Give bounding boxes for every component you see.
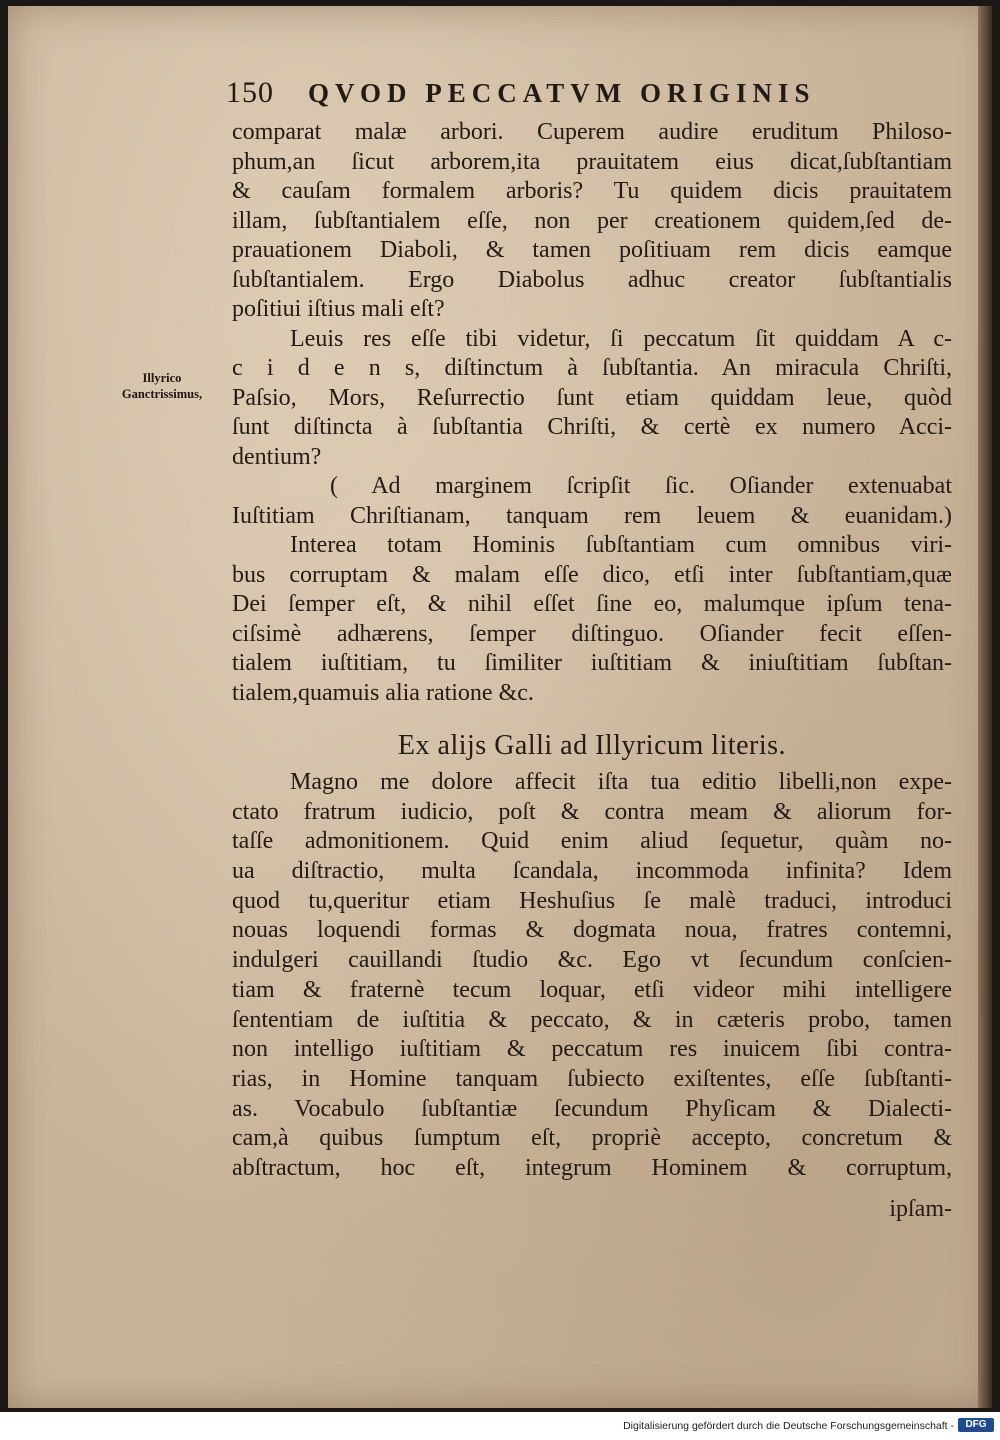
text-line: illam, ſubſtantialem eſſe, non per creationem quidem,ſed de- [232, 207, 952, 234]
text-section-1 [232, 118, 952, 708]
page-edge-shadow [978, 6, 992, 1408]
text-line: ( Ad marginem ſcripſit ſic. Oſiander extenuabat [330, 473, 952, 499]
catchword: ipſam- [889, 1196, 952, 1222]
page-number: 150 [226, 76, 274, 109]
text-line: quod tu,queritur etiam Heshuſius ſe malè traduci, introduci [232, 887, 952, 914]
text-line: Interea totam Hominis ſubſtantiam cum omnibus viri- [290, 532, 952, 558]
text-line: poſitiui iſtius mali eſt? [232, 296, 445, 322]
text-line: ſunt diſtincta à ſubſtantia Chriſti, & certè ex numero Acci- [232, 414, 952, 440]
text-line: prauationem Diaboli, & tamen poſitiuam rem dicis eamque [232, 237, 952, 263]
text-line: Iuſtitiam Chriſtianam, tanquam rem leuem & euanidam.) [232, 502, 952, 529]
text-line: bus corruptam & malam eſſe dico, etſi inter ſubſtantiam,quæ [232, 561, 952, 588]
text-line: & cauſam formalem arboris? Tu quidem dicis prauitatem [232, 178, 952, 204]
text-line: ſententiam de iuſtitia & peccato, & in cæteris probo, tamen [232, 1006, 952, 1033]
text-line: tialem,quamuis alia ratione &c. [232, 679, 534, 706]
text-line: abſtractum, hoc eſt, integrum Hominem & corruptum, [232, 1154, 952, 1181]
funding-notice: Digitalisierung gefördert durch die Deutsche Forschungsgemeinschaft - [623, 1420, 954, 1432]
text-line: indulgeri cauillandi ſtudio &c. Ego vt ſecundum conſcien- [232, 947, 952, 974]
text-line: dentium? [232, 443, 322, 470]
text-line: as. Vocabulo ſubſtantiæ ſecundum Phyſicam & Dialecti- [232, 1095, 952, 1122]
dfg-logo-icon[interactable]: DFG [958, 1418, 994, 1432]
marginal-note: Illyrico Ganctrissimus, [121, 371, 203, 401]
running-title: QVOD PECCATVM ORIGINIS [308, 78, 816, 108]
text-line: Leuis res eſſe tibi videtur, ſi peccatum ſit quiddam A c- [290, 325, 952, 352]
text-line: cam,à quibus ſumptum eſt, propriè accepto, concretum & [232, 1125, 952, 1152]
text-line: ciſsimè adhærens, ſemper diſtinguo. Oſiander fecit eſſen- [232, 620, 952, 647]
running-head [226, 76, 866, 110]
text-section-2 [232, 768, 952, 1184]
text-line: comparat malæ arbori. Cuperem audire eruditum Philoso- [232, 119, 952, 145]
text-line: tiam & fraternè tecum loquar, etſi videor mihi intelligere [232, 976, 952, 1003]
text-line: c i d e n s, diſtinctum à ſubſtantia. An miracula Chriſti, [232, 355, 952, 381]
section-heading: Ex alijs Galli ad Illyricum literis. [397, 730, 787, 761]
text-line: ua diſtractio, multa ſcandala, incommoda infinita? Idem [232, 858, 952, 885]
text-line: ſubſtantialem. Ergo Diabolus adhuc creator ſubſtantialis [232, 266, 952, 293]
text-line: Magno me dolore affecit iſta tua editio libelli,non expe- [290, 769, 952, 795]
text-line: ctato fratrum iudicio, poſt & contra meam & aliorum for- [232, 798, 952, 825]
text-line: nouas loquendi formas & dogmata noua, fratres contemni, [232, 917, 952, 944]
text-line: tialem iuſtitiam, tu ſimiliter iuſtitiam & iniuſtitiam ſubſtan- [232, 650, 952, 676]
footer-bar [0, 1412, 1000, 1440]
text-line: taſſe admonitionem. Quid enim aliud ſequetur, quàm no- [232, 828, 952, 855]
text-line: phum,an ſicut arborem,ita prauitatem eius dicat,ſubſtantiam [232, 148, 952, 175]
text-line: rias, in Homine tanquam ſubiecto exiſtentes, eſſe ſubſtanti- [232, 1065, 952, 1092]
text-line: Paſsio, Mors, Reſurrectio ſunt etiam quiddam leue, quòd [232, 384, 952, 411]
text-line: Dei ſemper eſt, & nihil eſſet ſine eo, malumque ipſum tena- [232, 591, 952, 617]
text-line: non intelligo iuſtitiam & peccatum res inuicem ſibi contra- [232, 1036, 952, 1063]
